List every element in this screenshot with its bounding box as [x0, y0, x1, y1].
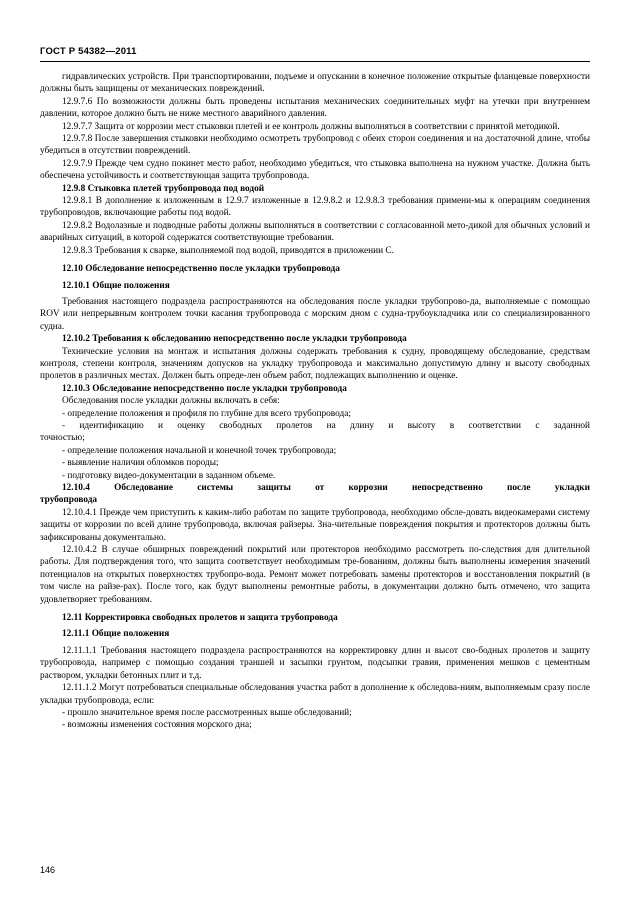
- list-item: - выявление наличия обломков породы;: [62, 458, 219, 469]
- list-item: - идентификацию и оценку свободных пролетов на длину и высоту в соответствии с заданной: [62, 420, 590, 431]
- section-heading: 12.10.4 Обследование системы защиты от коррозии непосредственно после укладки: [62, 483, 590, 493]
- list-item: - прошло значительное время после рассмотренных выше обследований;: [62, 707, 352, 718]
- page-number: 146: [40, 865, 56, 875]
- list-item: - определение положения начальной и конечной точек трубопровода;: [62, 445, 337, 456]
- paragraph: Требования настоящего подраздела распространяются на обследования после укладки трубопрово-да, выполняемые с помощью ROV или непрерывным контролем точки касания трубопровода с морским дном с судна-трубоукладчика или со специализированного судна.: [40, 296, 590, 332]
- paragraph: гидравлических устройств. При транспортировании, подъеме и опускании в конечное положение открытые фланцевые поверхности должны быть защищены от механических повреждений.: [40, 72, 590, 95]
- page-header: ГОСТ Р 54382—2011: [40, 46, 137, 57]
- section-heading: 12.11 Корректировка свободных пролетов и защита трубопровода: [62, 613, 338, 624]
- section-heading-continuation: трубопровода: [40, 495, 98, 506]
- paragraph: 12.11.1.1 Требования настоящего подраздела распространяются на корректировку длин и высот сво-бодных пролетов и защиту трубопровода, например с помощью создания траншей и засыпки грунтом, подсыпки гравия, применения мешков с цементным раствором, укладки бетонных плит и т.д.: [40, 645, 590, 681]
- paragraph: 12.9.7.9 Прежде чем судно покинет место работ, необходимо убедиться, что стыковка выполнена на нужном участке. Должна быть обеспечена устойчивость и соответствующая защита трубопровода.: [40, 158, 590, 182]
- section-heading: 12.10 Обследование непосредственно после укладки трубопровода: [62, 264, 340, 275]
- paragraph: 12.10.4.1 Прежде чем приступить к каким-либо работам по защите трубопровода, необходимо обсле-довать видеокамерами систему защиты от коррозии по всей длине трубопровода, включая райзеры. Зна-чительные повреждения покрытия и протекторов должны быть зафиксированы документально.: [40, 507, 590, 543]
- section-heading: 12.11.1 Общие положения: [62, 629, 170, 640]
- paragraph: 12.9.8.1 В дополнение к изложенным в 12.9.7 изложенные в 12.9.8.2 и 12.9.8.3 требования примени-мы к операциям соединения трубопроводов, включающие работы под водой.: [40, 196, 590, 219]
- list-item: - подготовку видео-документации в заданном объеме.: [62, 470, 276, 481]
- paragraph: 12.11.1.2 Могут потребоваться специальные обследования участка работ в дополнение к обследова-ниям, выполняемым сразу после укладки трубопровода, если:: [40, 683, 590, 706]
- paragraph: Обследования после укладки должны включать в себя:: [62, 396, 280, 407]
- document-body: [40, 71, 590, 732]
- list-item: - определение положения и профиля по глубине для всего трубопровода;: [62, 408, 351, 419]
- header-rule: [40, 61, 590, 62]
- section-heading: 12.9.8 Стыковка плетей трубопровода под водой: [62, 183, 265, 194]
- paragraph: 12.9.7.6 По возможности должны быть проведены испытания механических соединительных муфт на утечки при внутреннем давлении, которое должно быть не ниже местного аварийного давления.: [40, 96, 590, 120]
- list-item: - возможны изменения состояния морского дна;: [62, 720, 252, 731]
- paragraph: Технические условия на монтаж и испытания должны содержать требования к судну, проводящему обследование, средствам контроля, степени контроля, значениям допусков на укладку трубопровода и максимально допустимую длину и высоту свободных пролетов в различных местах. Должен быть опреде-лен объем работ, подлежащих выполнению и оценке.: [40, 346, 590, 382]
- section-heading: 12.10.3 Обследование непосредственно после укладки трубопровода: [62, 383, 347, 394]
- paragraph: 12.9.7.7 Защита от коррозии мест стыковки плетей и ее контроль должны выполняться в соответствии с принятой методикой.: [62, 121, 560, 132]
- paragraph: 12.9.7.8 После завершения стыковки необходимо осмотреть трубопровод с обеих сторон соединения и на достаточной длине, чтобы убедиться в отсутствии повреждений.: [40, 134, 590, 157]
- paragraph: 12.9.8.2 Водолазные и подводные работы должны выполняться в соответствии с согласованной мето-дикой для обычных условий и аварийных ситуаций, в которой содержатся соответствующие требования.: [40, 220, 590, 244]
- section-heading: 12.10.1 Общие положения: [62, 280, 170, 291]
- paragraph-continuation: точностью;: [40, 433, 85, 444]
- paragraph: 12.9.8.3 Требования к сварке, выполняемой под водой, приводятся в приложении С.: [62, 245, 394, 256]
- section-heading: 12.10.2 Требования к обследованию непосредственно после укладки трубопровода: [62, 334, 407, 345]
- paragraph: 12.10.4.2 В случае обширных повреждений покрытий или протекторов необходимо рассмотреть по-следствия для длительной работы. Для подтверждения того, что защита соответствует необходимым тре-бованиям, должны быть выполнены измерения значений потенциалов на открытых поверхностях трубопро-вода. Ремонт может потребовать замены протекторов и восстановления покрытий (в том числе на райзе-рах). После того, как будут выполнены ремонтные работы, в документации должно быть отмечено, что защита удовлетворяет требованиям.: [40, 545, 590, 605]
